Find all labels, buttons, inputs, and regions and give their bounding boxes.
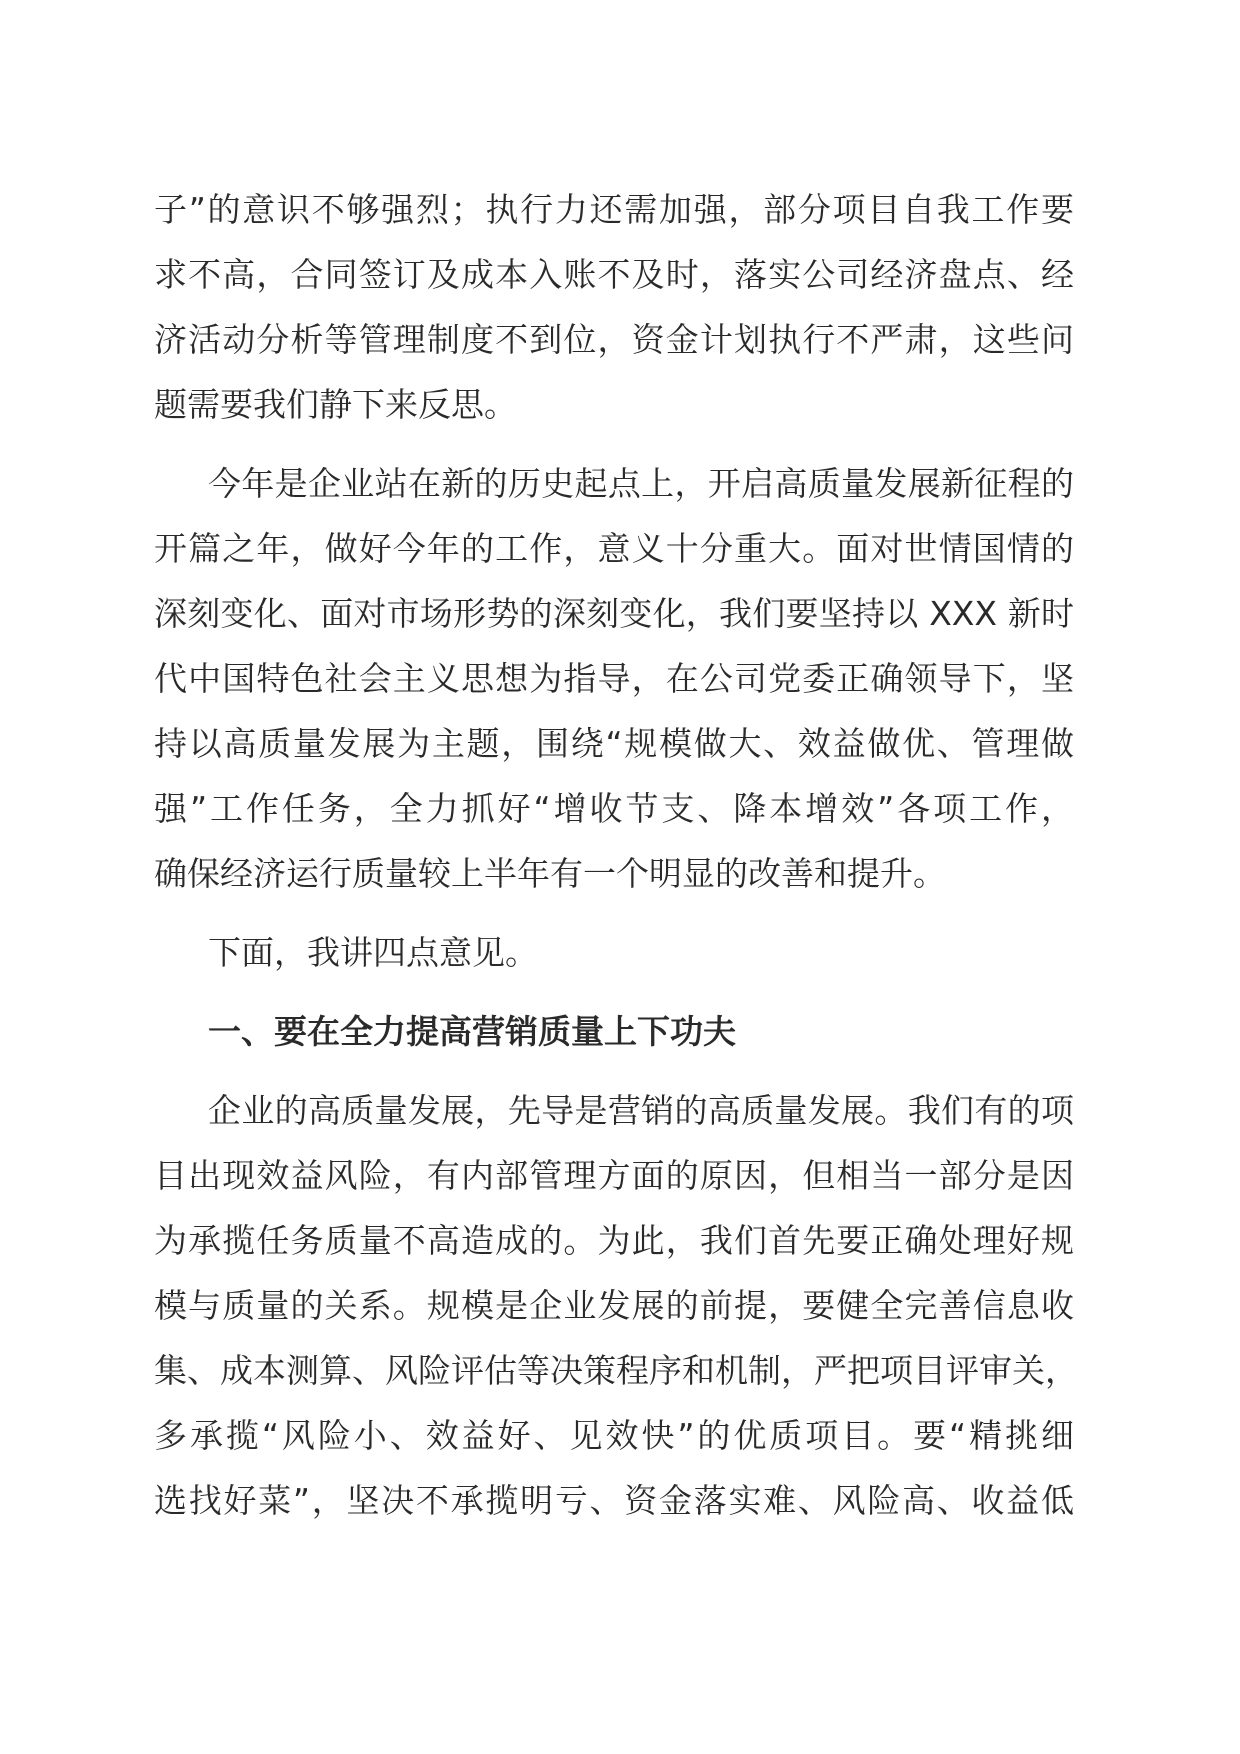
- text-line: 强”工作任务，全力抓好“增收节支、降本增效”各项工作，: [154, 789, 1074, 828]
- text-line: 求不高，合同签订及成本入账不及时，落实公司经济盘点、经: [154, 255, 1074, 294]
- text-line: 深刻变化、面对市场形势的深刻变化，我们要坚持以 XXX 新时: [154, 594, 1074, 633]
- text-line: 模与质量的关系。规模是企业发展的前提，要健全完善信息收: [154, 1286, 1074, 1325]
- text-line: 代中国特色社会主义思想为指导，在公司党委正确领导下，坚: [154, 659, 1074, 698]
- paragraph-marketing-quality: [154, 1078, 1078, 1533]
- text-line: 今年是企业站在新的历史起点上，开启高质量发展新征程的: [208, 464, 1074, 503]
- text-line: 开篇之年，做好今年的工作，意义十分重大。面对世情国情的: [154, 529, 1074, 568]
- text-line: 企业的高质量发展，先导是营销的高质量发展。我们有的项: [208, 1091, 1074, 1130]
- paragraph-continuation: [154, 177, 1074, 437]
- text-line: 下面，我讲四点意见。: [208, 933, 538, 972]
- text-line: 目出现效益风险，有内部管理方面的原因，但相当一部分是因: [154, 1156, 1074, 1195]
- text-line: 选找好菜”，坚决不承揽明亏、资金落实难、风险高、收益低: [154, 1481, 1074, 1520]
- text-line: 集、成本测算、风险评估等决策程序和机制，严把项目评审关，: [154, 1351, 1078, 1390]
- document-body: [154, 177, 1078, 1547]
- paragraph-four-points: [154, 920, 1074, 985]
- text-line: 题需要我们静下来反思。: [154, 385, 517, 424]
- paragraph-this-year: [154, 451, 1074, 906]
- text-line: 济活动分析等管理制度不到位，资金计划执行不严肃，这些问: [154, 320, 1074, 359]
- text-line: 确保经济运行质量较上半年有一个明显的改善和提升。: [154, 854, 946, 893]
- section-heading: 一、要在全力提高营销质量上下功夫: [208, 1012, 736, 1051]
- text-line: 子”的意识不够强烈；执行力还需加强，部分项目自我工作要: [154, 190, 1074, 229]
- text-line: 多承揽“风险小、效益好、见效快”的优质项目。要“精挑细: [154, 1416, 1074, 1455]
- text-line: 为承揽任务质量不高造成的。为此，我们首先要正确处理好规: [154, 1221, 1074, 1260]
- text-line: 持以高质量发展为主题，围绕“规模做大、效益做优、管理做: [154, 724, 1074, 763]
